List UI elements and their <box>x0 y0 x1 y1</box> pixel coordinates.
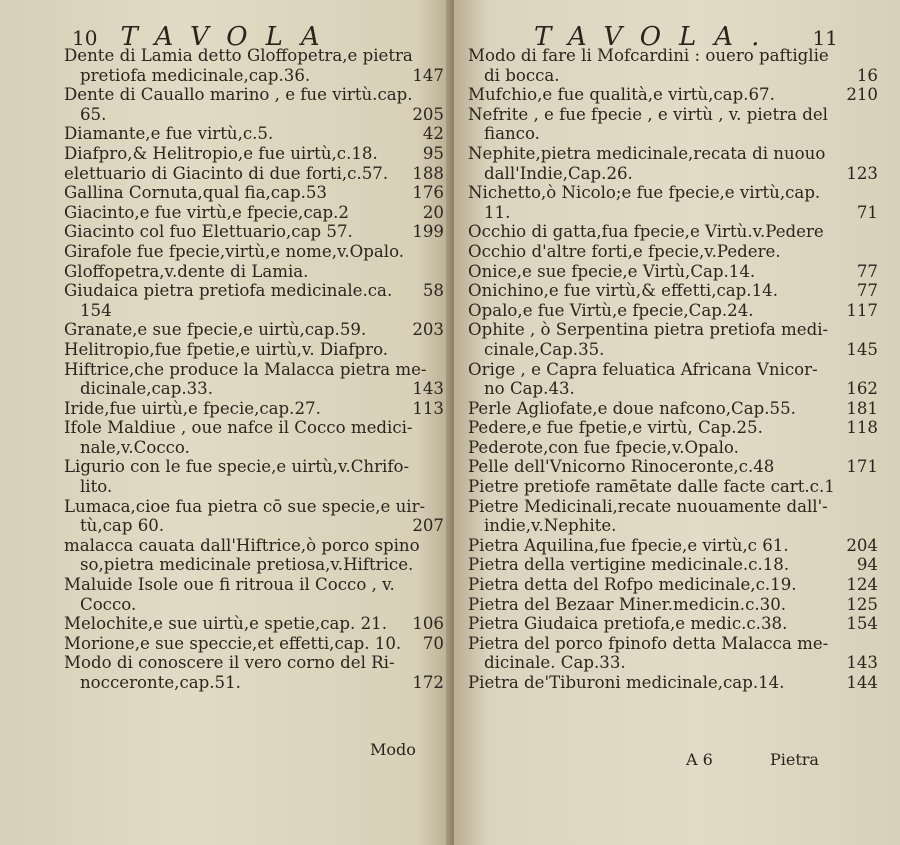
entry-page-number: 144 <box>846 673 878 692</box>
index-entry <box>468 105 878 125</box>
index-entry-continuation <box>64 673 444 693</box>
entry-text: Orige , e Capra feluatica Africana Vnicor- <box>468 359 818 379</box>
entry-page-number: 204 <box>846 535 878 555</box>
entry-page-number: 58 <box>422 281 444 301</box>
entry-page-number <box>436 497 444 517</box>
entry-page-number <box>436 85 444 105</box>
entry-text: Modo di fare li Mofcardini : ouero paftiglie <box>468 46 829 65</box>
index-entry <box>468 301 878 321</box>
index-entry <box>64 242 444 262</box>
index-entry <box>64 536 444 556</box>
entry-text: Pietra Aquilina,fue fpecie,e virtù,c 61. <box>468 535 789 555</box>
entry-text: malacca cauata dall'Hiftrice,ò porco spino <box>64 535 420 555</box>
entry-page-number <box>436 477 444 497</box>
entry-page-number <box>436 653 444 673</box>
entry-page-number: 154 <box>846 614 878 634</box>
entry-page-number <box>870 477 878 497</box>
entry-text: nale,v.Cocco. <box>80 437 190 457</box>
entry-page-number: 125 <box>846 594 878 614</box>
index-entry <box>64 262 444 282</box>
entry-page-number <box>436 340 444 360</box>
index-entry <box>468 183 878 203</box>
entry-text: Onice,e sue fpecie,e Virtù,Cap.14. <box>468 261 756 281</box>
entry-page-number: 199 <box>412 222 444 242</box>
index-entry <box>468 242 878 262</box>
index-entry <box>468 144 878 164</box>
index-entry-continuation <box>468 164 878 184</box>
index-entry-continuation <box>64 379 444 399</box>
index-entry-continuation <box>64 438 444 458</box>
entry-text: Pietre pretiofe ramētate dalle facte cart.c.1 <box>468 477 835 497</box>
entry-text: Maluide Isole oue fi ritroua il Cocco , v. <box>64 575 395 595</box>
index-entry-continuation <box>468 66 878 86</box>
entry-page-number <box>436 262 444 282</box>
entry-text: di bocca. <box>484 65 560 85</box>
index-entry <box>64 203 444 223</box>
entry-text: Pietre Medicinali,recate nuouamente dall'- <box>468 496 828 516</box>
right-running-title: TAVOLA. <box>534 22 778 52</box>
index-entry <box>64 85 444 105</box>
entry-text: Nephite,pietra medicinale,recata di nuouo <box>468 143 826 163</box>
index-entry <box>64 575 444 595</box>
index-entry <box>468 85 878 105</box>
entry-page-number: 123 <box>846 163 878 183</box>
entry-text: Gloffopetra,v.dente di Lamia. <box>64 261 309 281</box>
entry-text: Pietra della vertigine medicinale.c.18. <box>468 555 790 575</box>
entry-text: Melochite,e sue uirtù,e spetie,cap. 21. <box>64 614 387 634</box>
entry-text: Lumaca,cioe fua pietra cō sue specie,e uir- <box>64 496 426 516</box>
entry-text: so,pietra medicinale pretiosa,v.Hiftrice. <box>80 555 414 575</box>
entry-page-number <box>870 438 878 458</box>
index-entry <box>468 418 878 438</box>
entry-page-number: 70 <box>422 633 444 653</box>
index-entry <box>468 477 878 497</box>
index-entry <box>64 144 444 164</box>
entry-text: Dente di Cauallo marino , e fue virtù.cap. <box>64 85 413 105</box>
index-entry <box>64 281 444 301</box>
entry-page-number: 145 <box>846 339 878 359</box>
entry-page-number: 118 <box>846 418 878 438</box>
entry-text: pretiofa medicinale,cap.36. <box>80 65 311 85</box>
entry-text: Pietra del porco fpinofo detta Malacca me- <box>468 633 829 653</box>
entry-text: Opalo,e fue Virtù,e fpecie,Cap.24. <box>468 300 754 320</box>
entry-page-number <box>436 301 444 321</box>
entry-page-number <box>870 320 878 340</box>
entry-text: Helitropio,fue fpetie,e uirtù,v. Diafpro. <box>64 339 389 359</box>
entry-text: no Cap.43. <box>484 379 575 399</box>
entry-text: Giudaica pietra pretiofa medicinale.ca. <box>64 281 393 301</box>
right-page <box>454 0 900 845</box>
entry-text: Pietra del Bezaar Miner.medicin.c.30. <box>468 594 787 614</box>
index-entry <box>64 360 444 380</box>
entry-text: Pietra de'Tiburoni medicinale,cap.14. <box>468 673 785 692</box>
entry-text: Cocco. <box>80 594 137 614</box>
entry-text: Iride,fue uirtù,e fpecie,cap.27. <box>64 398 321 418</box>
entry-text: Occhio d'altre forti,e fpecie,v.Pedere. <box>468 241 781 261</box>
index-entry <box>468 281 878 301</box>
index-entry-continuation <box>64 477 444 497</box>
entry-text: indie,v.Nephite. <box>484 516 617 536</box>
entry-page-number <box>870 183 878 203</box>
signature-mark: A 6 <box>686 750 713 769</box>
index-entry <box>468 634 878 654</box>
entry-page-number: 113 <box>412 398 444 418</box>
entry-text: dicinale. Cap.33. <box>484 653 626 673</box>
entry-text: Occhio di gatta,fua fpecie,e Virtù.v.Pedere <box>468 222 824 242</box>
entry-text: Ophite , ò Serpentina pietra pretiofa medi- <box>468 320 829 340</box>
index-entry-continuation <box>64 555 444 575</box>
entry-page-number: 42 <box>422 124 444 144</box>
entry-page-number <box>870 360 878 380</box>
entry-page-number <box>436 595 444 615</box>
entry-text: Pietra Giudaica pretiofa,e medic.c.38. <box>468 614 788 634</box>
left-index-entries <box>64 46 444 693</box>
entry-text: Mufchio,e fue qualità,e virtù,cap.67. <box>468 85 775 105</box>
entry-page-number: 210 <box>846 85 878 105</box>
entry-page-number <box>436 242 444 262</box>
entry-page-number <box>870 46 878 66</box>
entry-page-number <box>436 555 444 575</box>
entry-text: Nichetto,ò Nicolo;e fue fpecie,e virtù,cap. <box>468 183 821 203</box>
index-entry <box>468 595 878 615</box>
index-entry-continuation <box>468 203 878 223</box>
entry-text: Girafole fue fpecie,virtù,e nome,v.Opalo. <box>64 241 405 261</box>
entry-text: 65. <box>80 104 107 124</box>
entry-page-number <box>436 575 444 595</box>
index-entry-continuation <box>468 124 878 144</box>
entry-page-number <box>436 457 444 477</box>
entry-text: Giacinto col fuo Elettuario,cap 57. <box>64 222 353 242</box>
entry-page-number <box>436 438 444 458</box>
index-entry <box>64 183 444 203</box>
entry-page-number <box>870 105 878 125</box>
entry-page-number: 181 <box>846 398 878 418</box>
entry-page-number: 207 <box>412 516 444 536</box>
index-entry <box>64 653 444 673</box>
entry-text: Ifole Maldiue , oue nafce il Cocco medici- <box>64 418 413 438</box>
entry-text: 154 <box>80 300 112 320</box>
entry-page-number <box>870 124 878 144</box>
entry-text: Ligurio con le fue specie,e uirtù,v.Chrifo- <box>64 457 410 477</box>
entry-page-number: 203 <box>412 320 444 340</box>
entry-page-number: 95 <box>422 143 444 163</box>
entry-text: 11. <box>484 202 511 222</box>
entry-text: Dente di Lamia detto Gloffopetra,e pietra <box>64 46 413 65</box>
entry-text: Pederote,con fue fpecie,v.Opalo. <box>468 437 739 457</box>
entry-page-number: 94 <box>856 555 878 575</box>
index-entry <box>468 320 878 340</box>
index-entry-continuation <box>64 301 444 321</box>
entry-text: Diafpro,& Helitropio,e fue uirtù,c.18. <box>64 143 378 163</box>
index-entry <box>64 418 444 438</box>
entry-text: Granate,e sue fpecie,e uirtù,cap.59. <box>64 320 367 340</box>
entry-text: Giacinto,e fue virtù,e fpecie,cap.2 <box>64 202 349 222</box>
entry-page-number: 106 <box>412 614 444 634</box>
index-entry <box>64 340 444 360</box>
index-entry-continuation <box>64 66 444 86</box>
entry-page-number <box>436 418 444 438</box>
index-entry <box>64 46 444 66</box>
entry-page-number <box>436 46 444 66</box>
index-entry-continuation <box>468 653 878 673</box>
entry-page-number: 147 <box>412 65 444 85</box>
entry-text: fianco. <box>484 124 540 144</box>
index-entry <box>64 320 444 340</box>
entry-page-number: 172 <box>412 673 444 692</box>
entry-text: elettuario di Giacinto di due forti,c.57. <box>64 163 389 183</box>
entry-text: Pedere,e fue fpetie,e virtù, Cap.25. <box>468 418 763 438</box>
right-catchword: Pietra <box>770 750 819 769</box>
entry-text: tù,cap 60. <box>80 516 165 536</box>
entry-text: Morione,e sue speccie,et effetti,cap. 10. <box>64 633 402 653</box>
index-entry-continuation <box>64 595 444 615</box>
entry-page-number: 143 <box>846 653 878 673</box>
index-entry <box>468 497 878 517</box>
entry-page-number <box>436 536 444 556</box>
right-index-entries <box>468 46 878 693</box>
entry-page-number <box>870 497 878 517</box>
left-page-number: 10 <box>72 26 98 50</box>
index-entry-continuation <box>64 105 444 125</box>
entry-text: Gallina Cornuta,qual fia,cap.53 <box>64 183 327 203</box>
entry-page-number <box>870 516 878 536</box>
entry-page-number: 124 <box>846 575 878 595</box>
entry-page-number: 16 <box>856 65 878 85</box>
entry-page-number <box>436 360 444 380</box>
entry-page-number: 71 <box>856 202 878 222</box>
right-page-number: 11 <box>812 26 838 50</box>
entry-page-number <box>870 222 878 242</box>
entry-page-number: 117 <box>846 300 878 320</box>
entry-page-number: 20 <box>422 202 444 222</box>
entry-text: Pelle dell'Vnicorno Rinoceronte,c.48 <box>468 457 775 477</box>
index-entry <box>468 46 878 66</box>
entry-page-number <box>870 144 878 164</box>
index-entry <box>468 222 878 242</box>
entry-text: Nefrite , e fue fpecie , e virtù , v. pietra del <box>468 104 828 124</box>
index-entry <box>468 555 878 575</box>
index-entry <box>64 124 444 144</box>
index-entry-continuation <box>64 516 444 536</box>
entry-text: Onichino,e fue virtù,& effetti,cap.14. <box>468 281 778 301</box>
index-entry <box>468 399 878 419</box>
entry-page-number: 171 <box>846 457 878 477</box>
entry-text: Modo di conoscere il vero corno del Ri- <box>64 653 395 673</box>
index-entry <box>468 457 878 477</box>
index-entry <box>64 614 444 634</box>
index-entry <box>468 262 878 282</box>
index-entry-continuation <box>468 516 878 536</box>
index-entry <box>468 673 878 693</box>
entry-page-number: 176 <box>412 183 444 203</box>
left-catchword: Modo <box>370 740 416 759</box>
entry-text: nocceronte,cap.51. <box>80 673 241 692</box>
entry-text: Diamante,e fue virtù,c.5. <box>64 124 274 144</box>
index-entry <box>468 438 878 458</box>
entry-page-number: 188 <box>412 163 444 183</box>
index-entry <box>64 164 444 184</box>
entry-text: dall'Indie,Cap.26. <box>484 163 633 183</box>
entry-page-number: 77 <box>856 261 878 281</box>
index-entry <box>64 634 444 654</box>
index-entry <box>64 222 444 242</box>
entry-text: Perle Agliofate,e doue nafcono,Cap.55. <box>468 398 796 418</box>
index-entry <box>468 614 878 634</box>
index-entry <box>468 536 878 556</box>
index-entry <box>468 360 878 380</box>
index-entry <box>64 497 444 517</box>
entry-page-number <box>870 242 878 262</box>
entry-page-number: 205 <box>412 104 444 124</box>
index-entry <box>468 575 878 595</box>
entry-text: lito. <box>80 477 113 497</box>
entry-page-number: 77 <box>856 281 878 301</box>
entry-text: cinale,Cap.35. <box>484 339 605 359</box>
entry-text: Hiftrice,che produce la Malacca pietra me- <box>64 359 427 379</box>
index-entry-continuation <box>468 340 878 360</box>
entry-text: Pietra detta del Rofpo medicinale,c.19. <box>468 575 797 595</box>
index-entry <box>64 457 444 477</box>
entry-page-number <box>870 634 878 654</box>
entry-page-number: 143 <box>412 379 444 399</box>
entry-page-number: 162 <box>846 379 878 399</box>
entry-text: dicinale,cap.33. <box>80 379 213 399</box>
left-running-title: TAVOLA <box>120 22 338 52</box>
index-entry-continuation <box>468 379 878 399</box>
index-entry <box>64 399 444 419</box>
